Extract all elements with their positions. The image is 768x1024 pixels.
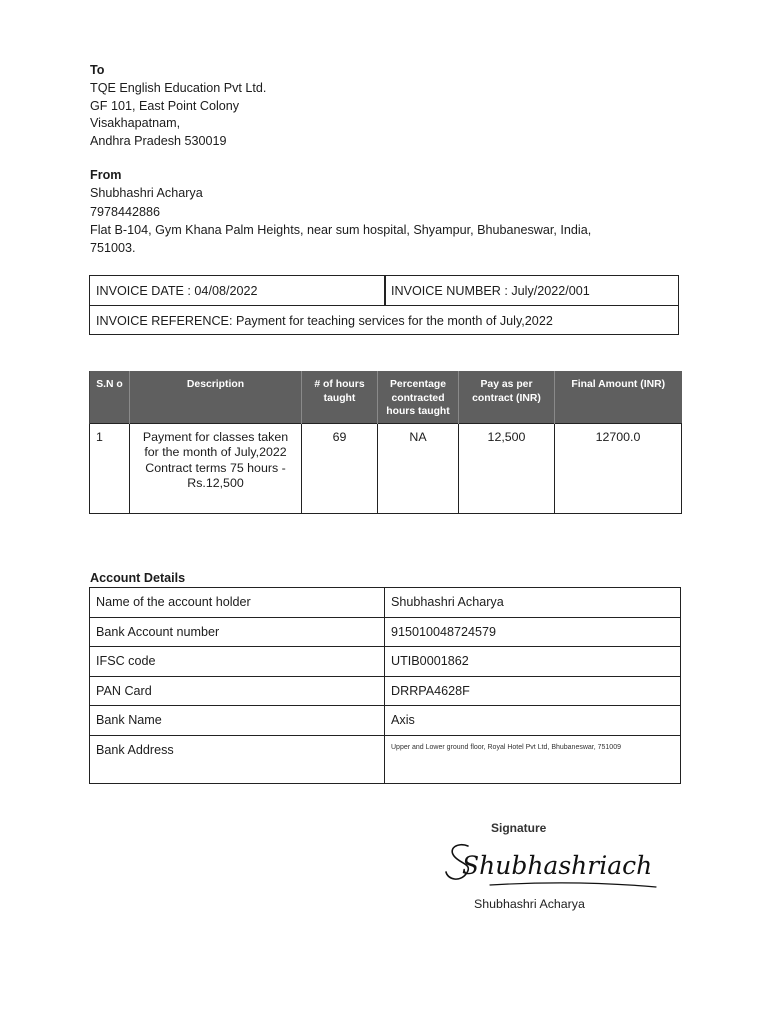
account-value: Shubhashri Acharya bbox=[385, 588, 681, 618]
account-label: Bank Address bbox=[90, 735, 385, 783]
from-line-name: Shubhashri Acharya bbox=[90, 186, 203, 200]
account-value: DRRPA4628F bbox=[385, 676, 681, 706]
cell-hours: 69 bbox=[302, 423, 378, 513]
account-row-ifsc bbox=[90, 647, 681, 677]
account-value: Upper and Lower ground floor, Royal Hotel Pvt Ltd, Bhubaneswar, 751009 bbox=[385, 735, 681, 783]
to-line-city: Visakhapatnam, bbox=[90, 116, 181, 130]
cell-final-amount: 12700.0 bbox=[555, 423, 682, 513]
account-label: Bank Name bbox=[90, 706, 385, 736]
from-line-phone: 7978442886 bbox=[90, 205, 161, 219]
to-line-state: Andhra Pradesh 530019 bbox=[90, 134, 227, 148]
from-label: From bbox=[90, 168, 122, 182]
account-value: UTIB0001862 bbox=[385, 647, 681, 677]
account-label: PAN Card bbox=[90, 676, 385, 706]
from-line-address: Flat B-104, Gym Khana Palm Heights, near sum hospital, Shyampur, Bhubaneswar, India, bbox=[90, 223, 592, 237]
account-row-holder bbox=[90, 588, 681, 618]
signature-name: Shubhashri Acharya bbox=[474, 897, 585, 911]
invoice-info-divider bbox=[384, 276, 386, 305]
invoice-info-box bbox=[89, 275, 679, 335]
to-line-company: TQE English Education Pvt Ltd. bbox=[90, 81, 267, 95]
account-details-table bbox=[89, 587, 681, 784]
account-label: Name of the account holder bbox=[90, 588, 385, 618]
account-row-bank-name bbox=[90, 706, 681, 736]
account-value: Axis bbox=[385, 706, 681, 736]
table-row bbox=[90, 423, 682, 513]
from-line-pincode: 751003. bbox=[90, 241, 136, 255]
cell-pay: 12,500 bbox=[459, 423, 555, 513]
header-final-amount: Final Amount (INR) bbox=[555, 371, 682, 423]
invoice-number: INVOICE NUMBER : July/2022/001 bbox=[391, 284, 590, 298]
account-details-title: Account Details bbox=[90, 571, 186, 585]
signature-label: Signature bbox=[491, 821, 547, 835]
account-row-pan bbox=[90, 676, 681, 706]
to-line-address-1: GF 101, East Point Colony bbox=[90, 99, 240, 113]
header-sno: S.N o bbox=[90, 371, 130, 423]
handwritten-signature bbox=[440, 838, 665, 896]
account-value: 915010048724579 bbox=[385, 617, 681, 647]
cell-percentage: NA bbox=[378, 423, 459, 513]
signature-text: Shubhashriach bbox=[462, 851, 653, 880]
cell-description: Payment for classes taken for the month of July,2022 Contract terms 75 hours - Rs.12,500 bbox=[130, 423, 302, 513]
invoice-date: INVOICE DATE : 04/08/2022 bbox=[96, 284, 258, 298]
account-label: IFSC code bbox=[90, 647, 385, 677]
header-hours: # of hours taught bbox=[302, 371, 378, 423]
header-percentage: Percentage contracted hours taught bbox=[378, 371, 459, 423]
invoice-info-row bbox=[90, 276, 678, 306]
account-label: Bank Account number bbox=[90, 617, 385, 647]
cell-sno: 1 bbox=[90, 423, 130, 513]
invoice-reference: INVOICE REFERENCE: Payment for teaching services for the month of July,2022 bbox=[96, 314, 553, 328]
header-description: Description bbox=[130, 371, 302, 423]
header-pay: Pay as per contract (INR) bbox=[459, 371, 555, 423]
account-row-number bbox=[90, 617, 681, 647]
account-row-bank-address bbox=[90, 735, 681, 783]
items-table bbox=[89, 371, 682, 514]
items-table-header-row bbox=[90, 371, 682, 423]
to-label: To bbox=[90, 63, 105, 77]
